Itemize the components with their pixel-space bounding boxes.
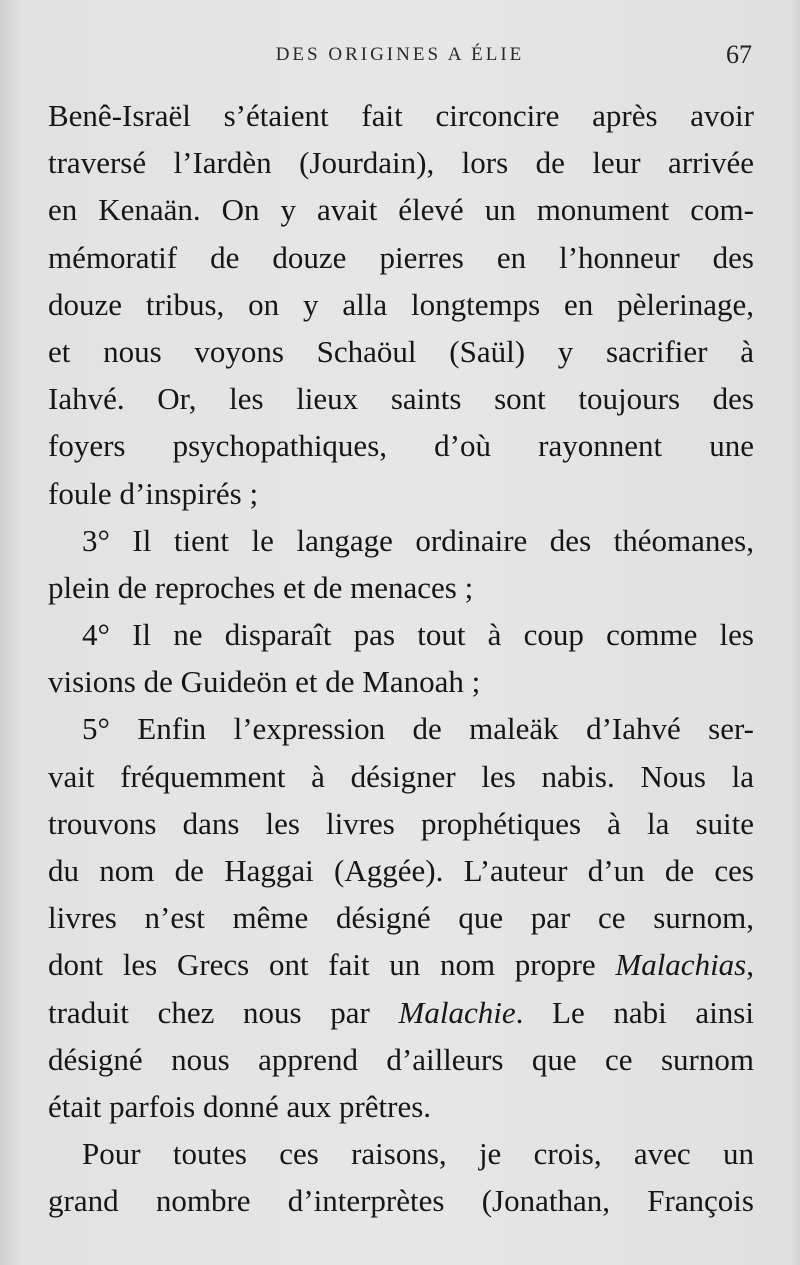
paragraph-end-line: visions de Guideön et de Manoah ; [48,664,481,700]
text-line: désigné nous apprend d’ailleurs que ce surnom [48,1041,754,1077]
text-line: traversé l’Iardèn (Jourdain), lors de leur arrivée [48,145,754,181]
text-line: trouvons dans les livres prophétiques à la suite [48,805,754,841]
text-line: mémoratif de douze pierres en l’honneur des [48,239,754,275]
text-line: vait fréquemment à désigner les nabis. Nous la [48,758,754,794]
text-line: Benê-Israël s’étaient fait circoncire après avoir [48,98,754,133]
text-segment: . Le nabi ainsi [515,994,754,1030]
text-line: et nous voyons Schaöul (Saül) y sacrifier à [48,333,754,369]
text-line-with-italic [48,989,754,1036]
text-line-with-italic [48,941,754,988]
paragraph-end-line: était parfois donné aux prêtres. [48,1088,432,1124]
paragraph-end-line: plein de reproches et de menaces ; [48,569,474,605]
numbered-point-4: 4° Il ne disparaît pas tout à coup comme les [82,617,754,653]
text-line: grand nombre d’interprètes (Jonathan, François [48,1183,754,1219]
text-segment: , [746,947,754,983]
paragraph-start-line: Pour toutes ces raisons, je crois, avec un [82,1136,754,1172]
numbered-point-3: 3° Il tient le langage ordinaire des théomanes, [82,522,754,558]
paragraph-end-line: foule d’inspirés ; [48,475,259,511]
numbered-point-5: 5° Enfin l’expression de maleäk d’Iahvé ser- [82,711,754,747]
text-line: du nom de Haggai (Aggée). L’auteur d’un de ces [48,853,754,888]
text-line: foyers psychopathiques, d’où rayonnent une [48,428,754,464]
page-number: 67 [726,40,752,69]
text-line: en Kenaän. On y avait élevé un monument com- [48,192,754,228]
text-segment: traduit chez nous par [48,994,399,1030]
italic-name-malachias: Malachias [615,947,747,983]
running-title: DES ORIGINES A ÉLIE [275,44,525,65]
body-text [48,92,754,1225]
text-line: livres n’est même désigné que par ce surnom, [48,900,754,936]
italic-name-malachie: Malachie [398,994,516,1030]
text-segment: dont les Grecs ont fait un nom propre [48,947,616,983]
text-line: Iahvé. Or, les lieux saints sont toujours des [48,381,754,417]
text-line: douze tribus, on y alla longtemps en pèlerinage, [48,286,754,322]
